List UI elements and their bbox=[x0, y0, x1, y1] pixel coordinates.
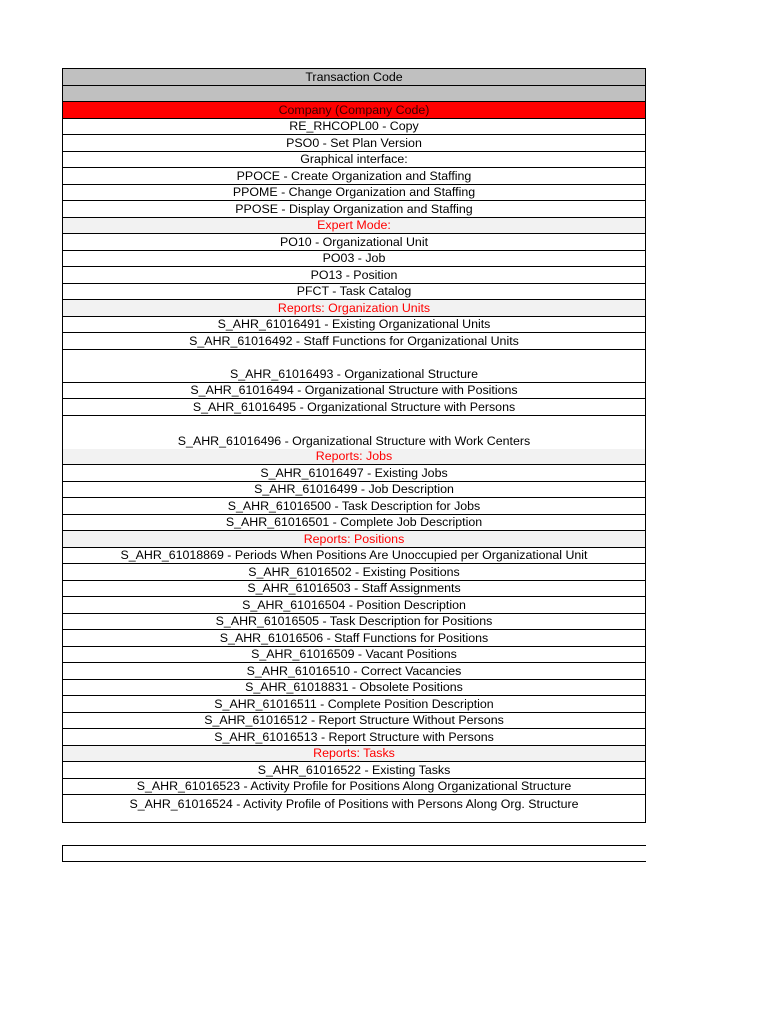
table-row: PPOSE - Display Organization and Staffing bbox=[63, 201, 645, 218]
table-row: S_AHR_61016505 - Task Description for Positions bbox=[63, 614, 645, 631]
table-row: S_AHR_61016495 - Organizational Structure with Persons bbox=[63, 399, 645, 416]
table-row: S_AHR_61016500 - Task Description for Jobs bbox=[63, 498, 645, 515]
table-row: PO13 - Position bbox=[63, 267, 645, 284]
table-row: S_AHR_61016494 - Organizational Structure with Positions bbox=[63, 383, 645, 400]
header-title: Transaction Code bbox=[305, 69, 403, 84]
table-row: S_AHR_61016509 - Vacant Positions bbox=[63, 647, 645, 664]
table-header bbox=[63, 69, 645, 86]
table-row: PFCT - Task Catalog bbox=[63, 284, 645, 301]
table-row: S_AHR_61016493 - Organizational Structure bbox=[63, 350, 645, 383]
table-row: RE_RHCOPL00 - Copy bbox=[63, 119, 645, 136]
transaction-code-table bbox=[62, 68, 646, 823]
table-bottom-edge bbox=[63, 812, 645, 823]
table-row: S_AHR_61016510 - Correct Vacancies bbox=[63, 663, 645, 680]
section-row-tasks: Reports: Tasks bbox=[63, 746, 645, 763]
table-row: PO03 - Job bbox=[63, 251, 645, 268]
table-row: S_AHR_61016492 - Staff Functions for Organizational Units bbox=[63, 333, 645, 350]
table-row: S_AHR_61016523 - Activity Profile for Positions Along Organizational Structure bbox=[63, 779, 645, 796]
table-row: S_AHR_61016504 - Position Description bbox=[63, 597, 645, 614]
table-row: S_AHR_61016491 - Existing Organizational Units bbox=[63, 317, 645, 334]
table-row: S_AHR_61016511 - Complete Position Description bbox=[63, 696, 645, 713]
table-row: S_AHR_61016522 - Existing Tasks bbox=[63, 762, 645, 779]
section-row-company: Company (Company Code) bbox=[63, 102, 645, 119]
table-row: S_AHR_61016497 - Existing Jobs bbox=[63, 465, 645, 482]
table-row: S_AHR_61018869 - Periods When Positions Are Unoccupied per Organizational Unit bbox=[63, 548, 645, 565]
table-row: Graphical interface: bbox=[63, 152, 645, 169]
section-row-expert-mode: Expert Mode: bbox=[63, 218, 645, 235]
table-row: PSO0 - Set Plan Version bbox=[63, 135, 645, 152]
table-row: S_AHR_61016524 - Activity Profile of Positions with Persons Along Org. Structure bbox=[129, 796, 579, 811]
table-row: S_AHR_61016499 - Job Description bbox=[63, 482, 645, 499]
section-row-jobs: Reports: Jobs bbox=[63, 449, 645, 466]
footer-empty-cell bbox=[62, 845, 646, 862]
section-row-org-units: Reports: Organization Units bbox=[63, 300, 645, 317]
table-row: S_AHR_61016496 - Organizational Structure with Work Centers bbox=[177, 433, 531, 448]
table-row: PPOCE - Create Organization and Staffing bbox=[63, 168, 645, 185]
table-row: S_AHR_61018831 - Obsolete Positions bbox=[63, 680, 645, 697]
table-row: S_AHR_61016513 - Report Structure with Persons bbox=[63, 729, 645, 746]
table-row: S_AHR_61016506 - Staff Functions for Positions bbox=[63, 630, 645, 647]
blank-gray-row bbox=[63, 86, 645, 103]
table-row: S_AHR_61016512 - Report Structure Without Persons bbox=[63, 713, 645, 730]
table-row: S_AHR_61016501 - Complete Job Description bbox=[63, 515, 645, 532]
table-row: S_AHR_61016502 - Existing Positions bbox=[63, 564, 645, 581]
table-row: S_AHR_61016503 - Staff Assignments bbox=[63, 581, 645, 598]
section-row-positions: Reports: Positions bbox=[63, 531, 645, 548]
table-row: PPOME - Change Organization and Staffing bbox=[63, 185, 645, 202]
table-row: PO10 - Organizational Unit bbox=[63, 234, 645, 251]
